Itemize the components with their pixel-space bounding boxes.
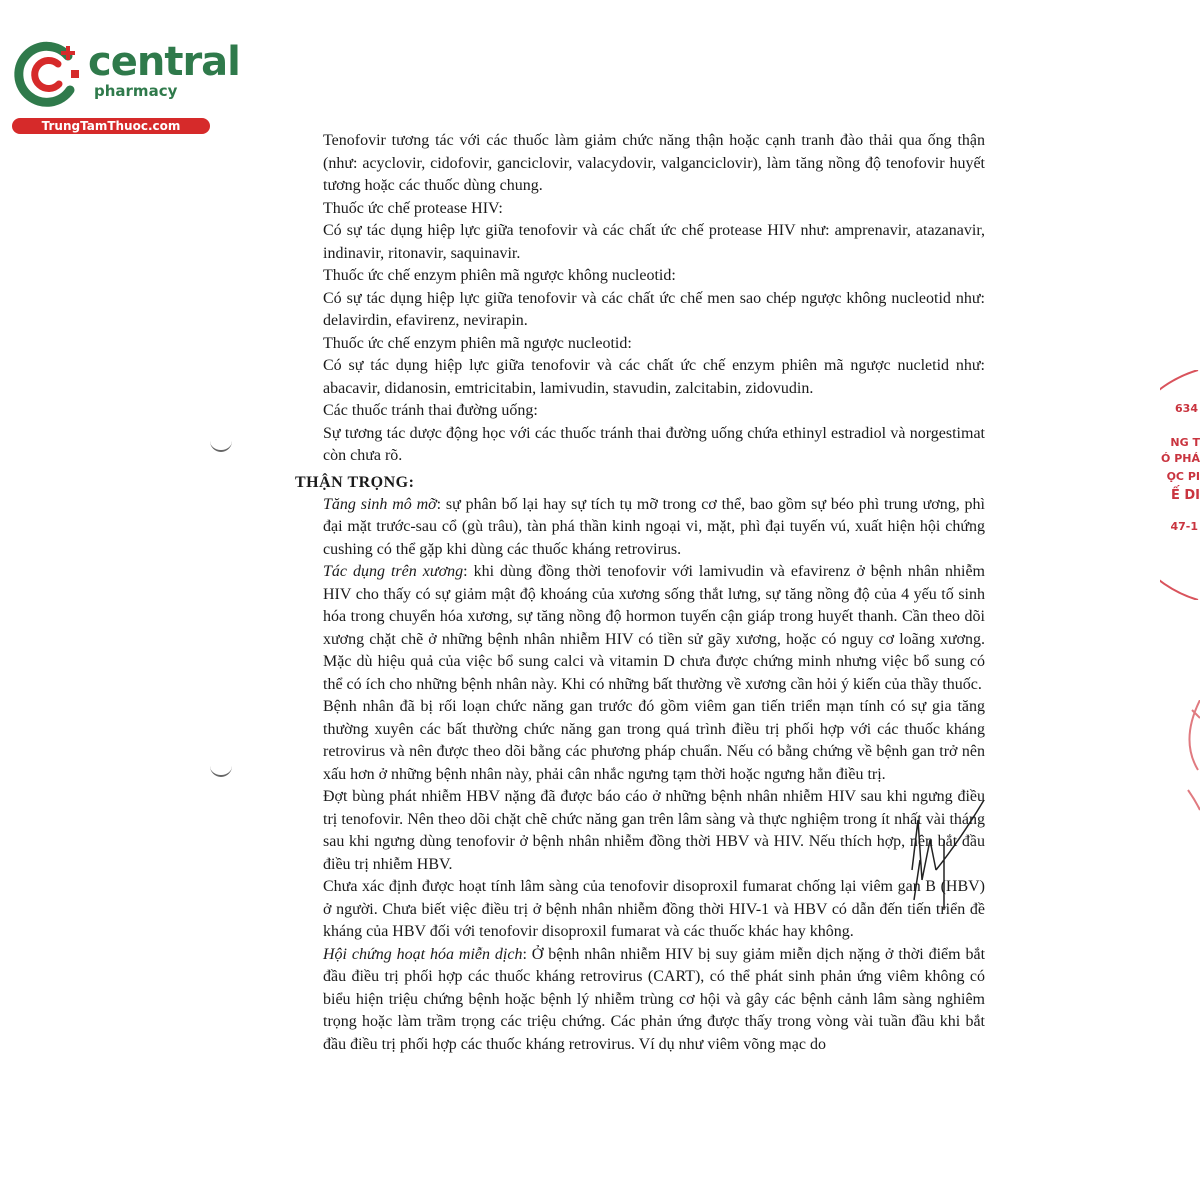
paragraph: Đợt bùng phát nhiễm HBV nặng đã được báo cáo ở những bệnh nhân nhiễm HIV sau khi ngưng điều trị tenofovir. Nên theo dõi chặt chẽ chức năng gan trên lâm sàng và thực nghiệm trong ít nhất vài tháng sau khi ngưng dùng tenofovir ở bệnh nhân nhiễm đồng thời HBV và HIV. Nếu thích hợp, nên bắt đầu điều trị nhiễm HBV.: [323, 788, 985, 873]
paragraph: Có sự tác dụng hiệp lực giữa tenofovir và các chất ức chế men sao chép ngược không nucleotid như: delavirdin, efavirenz, nevirapin.: [323, 289, 985, 329]
paragraph: Thuốc ức chế enzym phiên mã ngược không nucleotid:: [323, 267, 676, 284]
paragraph: Thuốc ức chế enzym phiên mã ngược nucleotid:: [323, 334, 632, 352]
paragraph: Có sự tác dụng hiệp lực giữa tenofovir và các chất ức chế enzym phiên mã ngược nucletid như: abacavir, didanosin, emtricitabin, lamivudin, stavudin, zalcitabin, zidovudin.: [323, 357, 985, 397]
paragraph: Tenofovir tương tác với các thuốc làm giảm chức năng thận hoặc cạnh tranh đào thải qua ống thận (như: acyclovir, cidofovir, ganciclovir, valacydovir, valganciclovir), làm tăng nồng độ tenofovir huyết tương hoặc các thuốc dùng chung.: [323, 132, 985, 194]
paragraph-text: : Ở bệnh nhân nhiễm HIV bị suy giảm miễn dịch nặng ở thời điểm bắt đầu điều trị phối hợp các thuốc kháng retrovirus (CART), có thể phát sinh phản ứng viêm không có biểu hiện triệu chứng bệnh hoặc bệnh lý nhiễm trùng cơ hội và gây các bệnh cảnh lâm sàng nghiêm trọng hoặc làm trầm trọng các triệu chứng. Các phản ứng được thấy trong vòng vài tuần đầu khi bắt đầu điều trị phối hợp các thuốc kháng retrovirus. Ví dụ như viêm võng mạc do: [323, 945, 986, 1053]
paragraph: [295, 561, 985, 696]
paragraph-text: : sự phân bố lại hay sự tích tụ mỡ trong cơ thể, bao gồm sự béo phì trung ương, phì đại mặt trước-sau cổ (gù trâu), tàn phá thần kinh ngoại vi, mặt, phì đại tuyến vú, xuất hiện hội chứng cushing có thể gặp khi dùng các thuốc kháng retrovirus.: [323, 495, 985, 558]
stamp-text-1: 634: [1175, 402, 1198, 415]
paragraph-text: : khi dùng đồng thời tenofovir với lamivudin và efavirenz ở bệnh nhân nhiễm HIV cho thấy có sự giảm mật độ khoáng của xương sống thắt lưng, sự tăng nồng độ của 4 yếu tố sinh hóa trong chuyển hóa xương, sự tăng nồng độ hormon tuyến cận giáp trong huyết thanh. Cần theo dõi xương chặt chẽ ở những bệnh nhân nhiễm HIV có tiền sử gãy xương, hoặc có nguy cơ loãng xương. Mặc dù hiệu quả của việc bổ sung calci và vitamin D chưa được chứng minh nhưng việc bổ sung có thể có ích cho những bệnh nhân này. Khi có những bất thường về xương cần hỏi ý kiến của thầy thuốc.: [323, 563, 985, 693]
paragraph: [295, 494, 985, 562]
section-heading: THẬN TRỌNG:: [295, 473, 415, 491]
paragraph: Sự tương tác dược động học với các thuốc tránh thai đường uống chứa ethinyl estradiol và norgestimat còn chưa rõ.: [323, 424, 985, 464]
stamp-text-6: 47-1: [1170, 520, 1198, 533]
punch-hole-mark: [210, 440, 232, 452]
paragraph: Thuốc ức chế protease HIV:: [323, 199, 503, 217]
stamp-text-5: Ế DI: [1170, 488, 1200, 503]
paragraph: [295, 944, 985, 1057]
punch-hole-mark: [210, 765, 232, 777]
stamp-circle-arc-icon: [1160, 370, 1200, 600]
paragraph: Các thuốc tránh thai đường uống:: [323, 402, 538, 419]
paragraph: Bệnh nhân đã bị rối loạn chức năng gan trước đó gồm viêm gan tiến triển mạn tính có sự gia tăng thường xuyên các bất thường chức năng gan trong quá trình điều trị phối hợp với các thuốc kháng retrovirus và nên được theo dõi bằng các phương pháp chuẩn. Nếu có bằng chứng về bệnh gan trở nên xấu hơn ở những bệnh nhân này, phải cân nhắc ngưng tạm thời hoặc ngưng hẳn điều trị.: [323, 698, 985, 783]
paragraph-label: Tác dụng trên xương: [323, 563, 464, 580]
logo-mark-icon: [10, 36, 86, 112]
paragraph-label: Hội chứng hoạt hóa miễn dịch: [323, 945, 523, 963]
brand-url[interactable]: TrungTamThuoc.com: [12, 118, 210, 134]
paragraph-label: Tăng sinh mô mỡ: [323, 495, 437, 513]
brand-sub: pharmacy: [94, 82, 178, 100]
stamp-text-4: ỌC PI: [1166, 470, 1200, 483]
stamp-text-3: Ó PHÁ: [1161, 452, 1200, 465]
central-pharmacy-logo: [10, 36, 240, 138]
paragraph: Chưa xác định được hoạt tính lâm sàng của tenofovir disoproxil fumarat chống lại viêm gan B (HBV) ở người. Chưa biết việc điều trị ở bệnh nhân nhiễm đồng thời HIV-1 và HBV có dẫn đến tiến triển đề kháng của HBV đối với tenofovir disoproxil fumarat và các thuốc khác hay không.: [323, 878, 985, 940]
stamp-text-2: NG T: [1170, 436, 1200, 449]
brand-name: central: [88, 39, 240, 85]
paragraph: Có sự tác dụng hiệp lực giữa tenofovir và các chất ức chế protease HIV như: amprenavir, atazanavir, indinavir, ritonavir, saquinavir.: [323, 222, 985, 262]
document-body: [295, 130, 985, 1056]
stamp-mark-icon: [1170, 700, 1200, 820]
